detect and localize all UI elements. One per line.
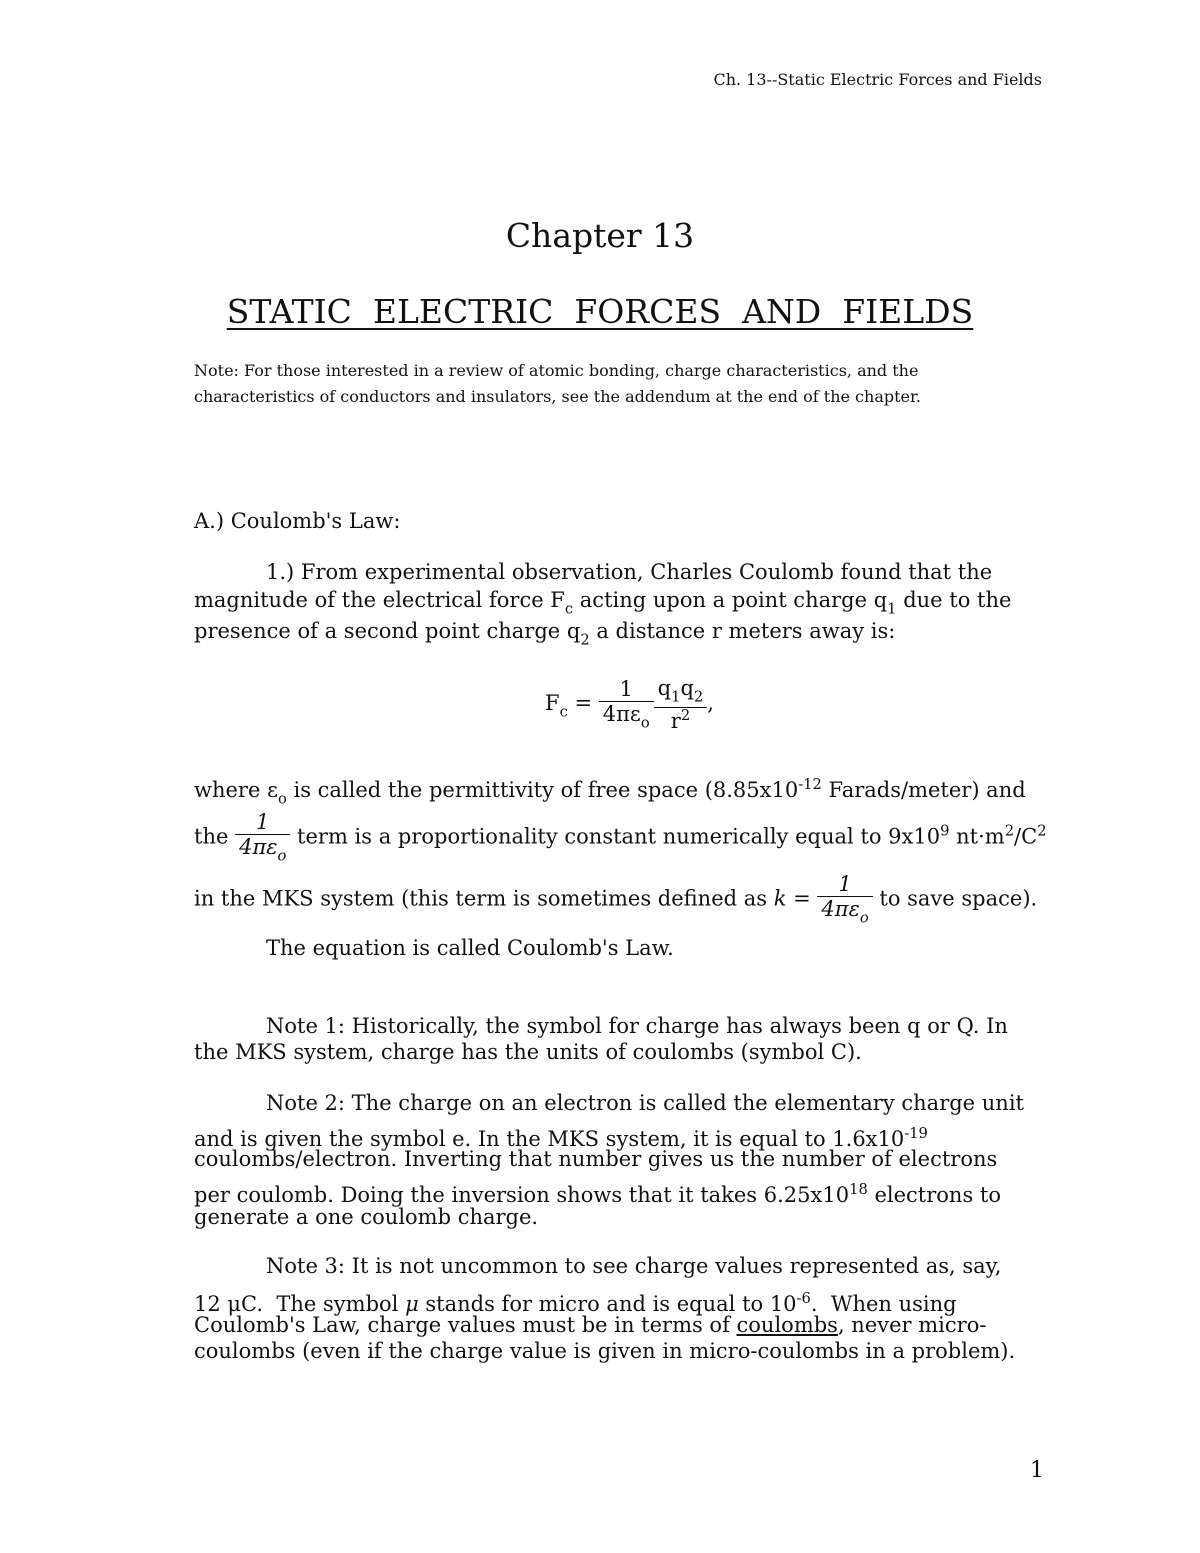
note2-line: generate a one coulomb charge. [194, 1205, 539, 1229]
text-run: to save space). [872, 886, 1038, 911]
text-run: nt·m [949, 824, 1005, 849]
superscript: -6 [796, 1290, 811, 1307]
text-run: 4πε [239, 835, 278, 860]
intro-note-line: characteristics of conductors and insulators, see the addendum at the end of the chapter. [194, 387, 921, 406]
note1-line: Note 1: Historically, the symbol for charge has always been q or Q. In [266, 1014, 1008, 1038]
superscript: 18 [849, 1181, 868, 1198]
subscript: 1 [671, 688, 681, 706]
intro-note [194, 358, 921, 410]
subscript: 1 [887, 600, 897, 618]
paragraph-line: 1.) From experimental observation, Charles Coulomb found that the [266, 560, 993, 584]
superscript: -19 [904, 1125, 928, 1142]
text-run: where ε [194, 778, 278, 803]
text-run: /C [1014, 824, 1038, 849]
subscript: o [277, 790, 287, 808]
text-run: 4πε [602, 701, 641, 726]
superscript: -12 [798, 776, 822, 793]
text-run: Coulomb's Law, charge values must be in terms of [194, 1313, 737, 1337]
subscript: o [640, 714, 650, 732]
fraction-numerator: 1 [599, 677, 654, 702]
section-heading: A.) Coulomb's Law: [194, 509, 401, 533]
fraction-q1q2-over-r2 [654, 676, 708, 733]
fraction-denominator [817, 897, 872, 928]
paragraph-line [194, 810, 1047, 866]
text-run: per coulomb. Doing the inversion shows that it takes 6.25x10 [194, 1183, 850, 1208]
page-number: 1 [1030, 1458, 1044, 1483]
intro-note-line: Note: For those interested in a review of atomic bonding, charge characteristics, and the [194, 361, 919, 380]
note1-line: the MKS system, charge has the units of coulombs (symbol C). [194, 1040, 862, 1064]
note3-line [194, 1311, 986, 1339]
fraction-numerator [654, 676, 708, 708]
text-run: , [707, 690, 714, 715]
subscript: o [859, 909, 869, 927]
text-run: μ [405, 1292, 419, 1317]
paragraph-line [194, 617, 895, 655]
note3-line: coulombs (even if the charge value is given in micro-coulombs in a problem). [194, 1339, 1016, 1363]
text-run: , never micro- [837, 1313, 987, 1337]
text-run: presence of a second point charge q [194, 619, 581, 643]
note2-line: coulombs/electron. Inverting that number gives us the number of electrons [194, 1147, 998, 1171]
fraction-one-over-4pi-eps [235, 810, 290, 866]
superscript: 2 [1004, 822, 1015, 840]
text-run: coulombs [736, 1313, 838, 1337]
text-run: term is a proportionality constant numerically equal to 9x10 [290, 824, 941, 849]
note2-line: Note 2: The charge on an electron is called the elementary charge unit [266, 1091, 1024, 1115]
text-run: k [773, 886, 787, 911]
text-run: and is given the symbol e. In the MKS system, it is equal to 1.6x10 [194, 1127, 905, 1152]
text-run: electrons to [867, 1183, 1001, 1208]
text-run: 12 μC. The symbol [194, 1292, 406, 1317]
fraction-numerator: 1 [817, 872, 872, 897]
subscript: 2 [693, 688, 704, 706]
text-run: the [194, 824, 236, 849]
fraction-denominator [599, 702, 654, 733]
superscript: 2 [1037, 822, 1047, 840]
text-run: = [786, 886, 818, 911]
superscript: 9 [940, 822, 950, 840]
text-run: 4πε [821, 897, 860, 922]
text-run: a distance r meters away is: [589, 619, 896, 643]
text-run: q [680, 676, 694, 700]
subscript: o [277, 847, 287, 865]
coulomb-equation [545, 676, 714, 733]
text-run: is called the permittivity of free space (8.85x10 [286, 778, 799, 803]
chapter-subtitle: STATIC ELECTRIC FORCES AND FIELDS [226, 292, 974, 331]
fraction-numerator: 1 [235, 810, 290, 835]
subscript: c [559, 703, 568, 721]
fraction-one-over-4pi-eps [817, 872, 872, 928]
note3-line: Note 3: It is not uncommon to see charge values represented as, say, [266, 1254, 1002, 1278]
eq-lhs: F [545, 690, 560, 715]
text-run: magnitude of the electrical force F [194, 588, 565, 612]
fraction-denominator [235, 835, 290, 866]
subscript: c [564, 600, 574, 618]
paragraph-line: The equation is called Coulomb's Law. [266, 936, 674, 960]
paragraph-line [194, 771, 1026, 814]
fraction-denominator [654, 708, 708, 733]
fraction-one-over-4pi-eps [599, 677, 654, 733]
text-run: stands for micro and is equal to 10 [418, 1292, 797, 1317]
text-run: acting upon a point charge q [573, 588, 888, 612]
text-run: . When using [810, 1292, 957, 1317]
chapter-title: Chapter 13 [505, 216, 695, 255]
text-run: due to the [896, 588, 1012, 612]
superscript: 2 [680, 706, 691, 724]
text-run: q [657, 676, 672, 700]
paragraph-line [194, 872, 1037, 928]
eq-equals: = [567, 690, 599, 715]
text-run: r [670, 708, 681, 733]
text-run: in the MKS system (this term is sometimes defined as [194, 886, 774, 911]
text-run: Farads/meter) and [821, 778, 1026, 803]
running-header: Ch. 13--Static Electric Forces and Fields [713, 70, 1042, 89]
subscript: 2 [580, 631, 590, 649]
